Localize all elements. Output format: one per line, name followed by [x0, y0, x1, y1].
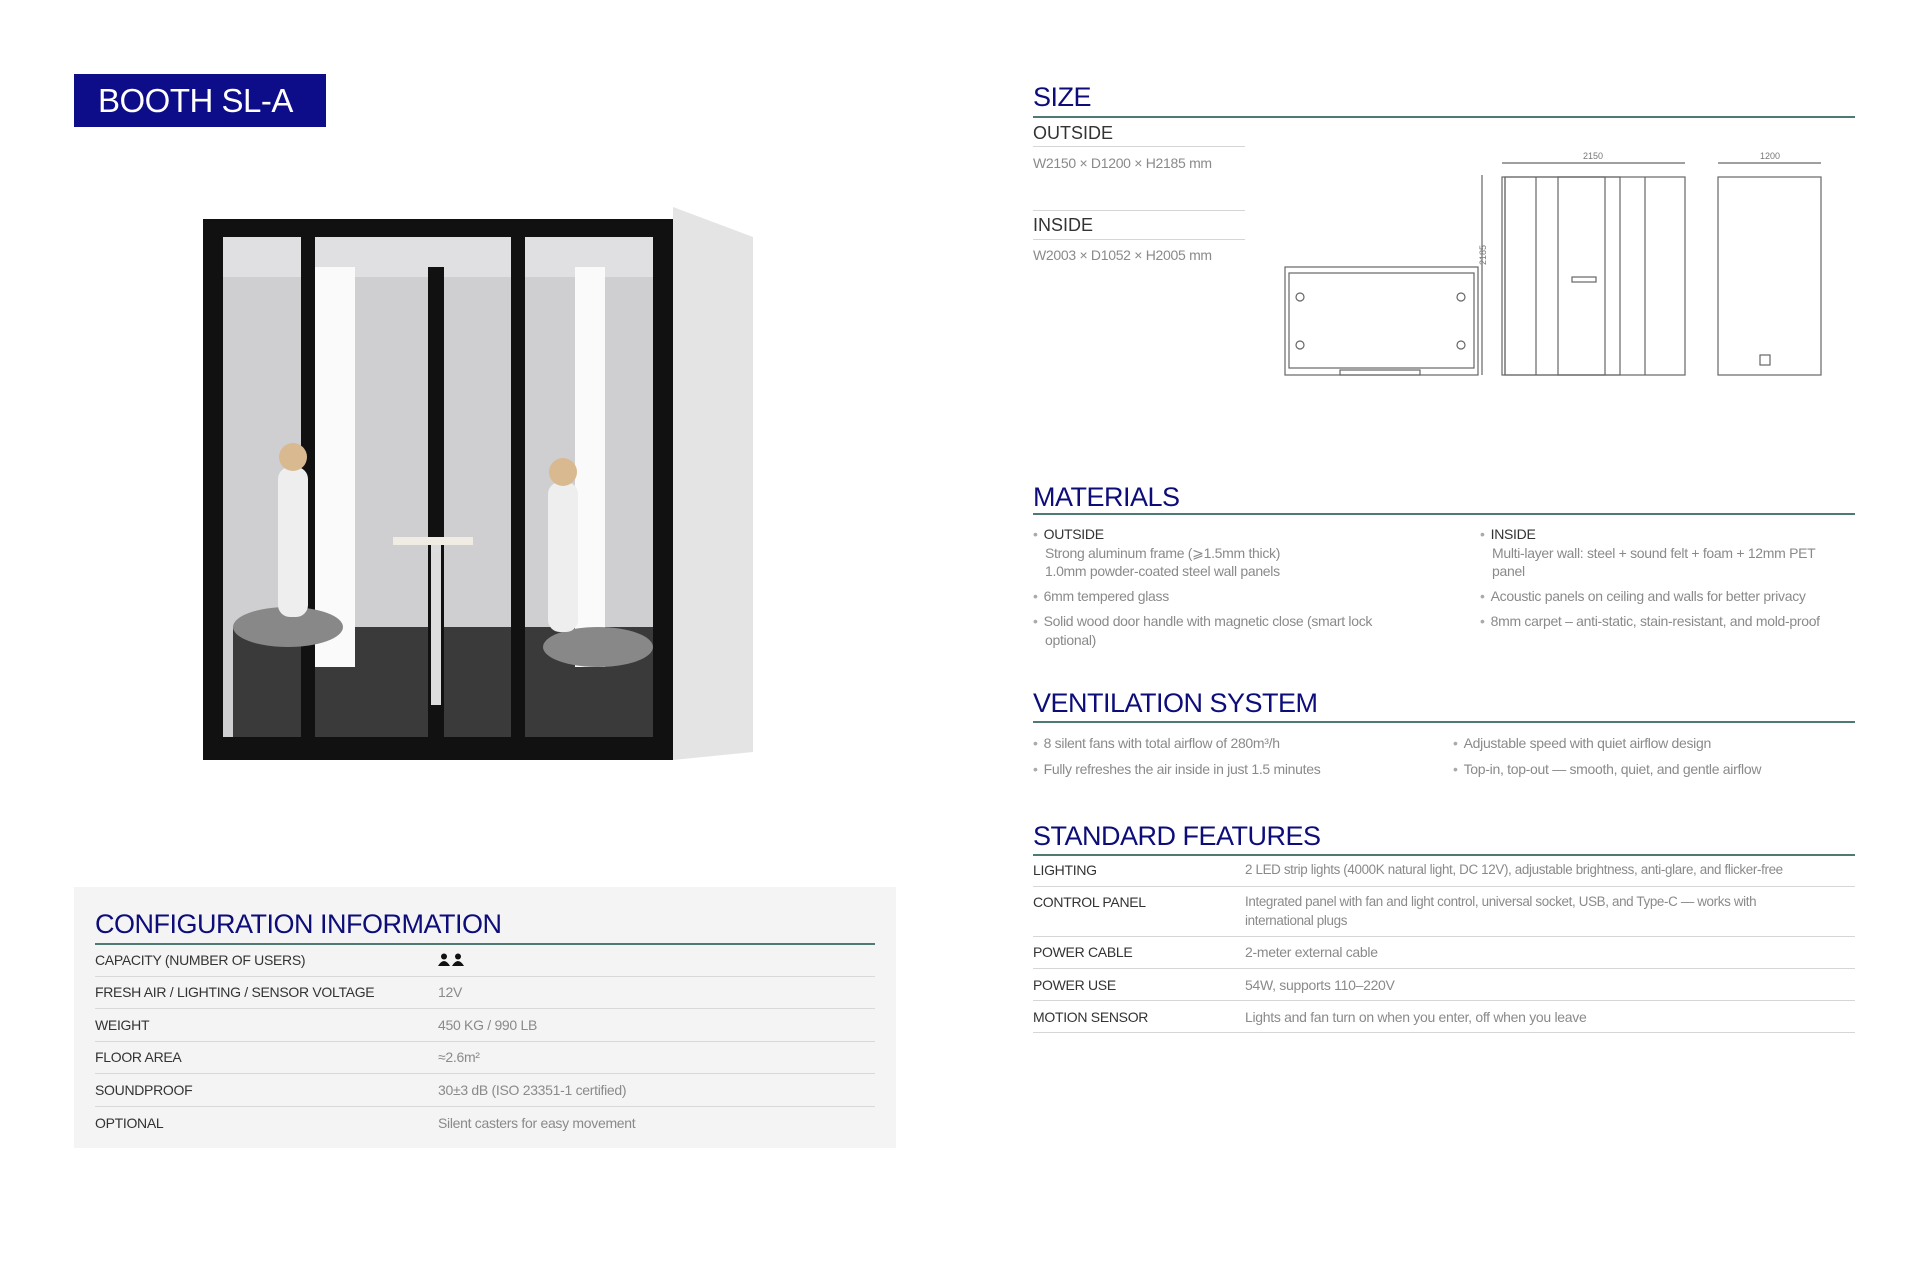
- config-row: [95, 1107, 875, 1140]
- config-label: SOUNDPROOF: [95, 1081, 193, 1098]
- divider: [1033, 210, 1245, 211]
- product-title: BOOTH SL-A: [74, 74, 326, 127]
- material-item: optional): [1045, 631, 1097, 648]
- feature-value: 2 LED strip lights (4000K natural light, DC 12V), adjustable brightness, anti-glare, and flicker-free: [1245, 862, 1783, 877]
- config-label: OPTIONAL: [95, 1114, 164, 1131]
- technical-drawings: [1280, 145, 1840, 385]
- config-table: [95, 944, 875, 1139]
- outside-label: OUTSIDE: [1033, 123, 1114, 143]
- config-value: 30±3 dB (ISO 23351-1 certified): [438, 1081, 627, 1098]
- divider: [1033, 116, 1855, 118]
- config-row: [95, 1074, 875, 1107]
- users-icon: [438, 953, 468, 967]
- materials-inside: • INSIDE Multi-layer wall: steel + sound felt + foam + 12mm PET panel • Acoustic panels on ceiling and walls for better privacy • 8mm carpet – anti-static, stain-resistant, and mold-proof: [1480, 526, 1820, 629]
- feature-value: 2-meter external cable: [1245, 944, 1378, 960]
- feature-row: [1033, 937, 1855, 969]
- feature-label: POWER CABLE: [1033, 944, 1133, 960]
- ventilation-item: • Top-in, top-out — smooth, quiet, and gentle airflow: [1453, 761, 1762, 777]
- config-label: WEIGHT: [95, 1016, 150, 1033]
- material-item: Multi-layer wall: steel + sound felt + foam + 12mm PET: [1492, 544, 1816, 561]
- feature-row: [1033, 887, 1855, 937]
- ventilation-item: • Adjustable speed with quiet airflow design: [1453, 735, 1711, 751]
- feature-row: [1033, 1001, 1855, 1033]
- feature-row: [1033, 862, 1855, 887]
- feature-value: Lights and fan turn on when you enter, off when you leave: [1245, 1009, 1587, 1025]
- config-value: 450 KG / 990 LB: [438, 1016, 538, 1033]
- config-row: [95, 1042, 875, 1075]
- material-item: Acoustic panels on ceiling and walls for better privacy: [1490, 587, 1806, 604]
- feature-label: CONTROL PANEL: [1033, 894, 1146, 910]
- inside-label: INSIDE: [1033, 215, 1094, 235]
- config-label: FLOOR AREA: [95, 1049, 182, 1066]
- features-heading: STANDARD FEATURES: [1033, 821, 1321, 851]
- configuration-panel: [74, 887, 896, 1148]
- booth-photo: [203, 207, 753, 760]
- material-item: Strong aluminum frame (⩾1.5mm thick): [1045, 544, 1281, 561]
- config-heading: CONFIGURATION INFORMATION: [95, 909, 502, 939]
- ventilation-item: • 8 silent fans with total airflow of 280m³/h: [1033, 735, 1280, 751]
- divider: [1033, 513, 1855, 515]
- material-item: 8mm carpet – anti-static, stain-resistant, and mold-proof: [1490, 613, 1820, 629]
- ventilation-item: • Fully refreshes the air inside in just 1.5 minutes: [1033, 761, 1321, 777]
- height-dimension: 2185: [1478, 244, 1488, 265]
- divider: [1033, 146, 1245, 147]
- feature-label: LIGHTING: [1033, 862, 1097, 878]
- feature-label: MOTION SENSOR: [1033, 1009, 1149, 1025]
- feature-value: Integrated panel with fan and light control, universal socket, USB, and Type-C — works with: [1245, 894, 1757, 909]
- outside-dimensions: W2150 × D1200 × H2185 mm: [1033, 155, 1212, 171]
- config-row: [95, 1009, 875, 1042]
- config-value: Silent casters for easy movement: [438, 1114, 636, 1131]
- materials-heading: MATERIALS: [1033, 482, 1180, 512]
- divider: [1033, 721, 1855, 723]
- material-item: Solid wood door handle with magnetic close (smart lock: [1043, 613, 1373, 629]
- config-label: FRESH AIR / LIGHTING / SENSOR VOLTAGE: [95, 984, 375, 1001]
- width-dimension: 2150: [1582, 151, 1604, 161]
- config-row: [95, 944, 875, 977]
- divider: [1033, 239, 1245, 240]
- feature-row: [1033, 969, 1855, 1001]
- config-value: ≈2.6m²: [438, 1049, 480, 1066]
- size-heading: SIZE: [1033, 82, 1092, 112]
- feature-value: international plugs: [1245, 912, 1348, 928]
- config-value: 12V: [438, 984, 463, 1001]
- feature-label: POWER USE: [1033, 977, 1116, 993]
- material-item: 1.0mm powder-coated steel wall panels: [1045, 563, 1280, 579]
- material-item: panel: [1492, 563, 1525, 579]
- materials-outside: • OUTSIDE Strong aluminum frame (⩾1.5mm thick) 1.0mm powder-coated steel wall panels • 6mm tempered glass • Solid wood door handle with magnetic close (smart lock optional): [1033, 526, 1373, 648]
- inside-dimensions: W2003 × D1052 × H2005 mm: [1033, 247, 1212, 263]
- config-row: [95, 977, 875, 1010]
- feature-value: 54W, supports 110–220V: [1245, 977, 1395, 993]
- features-table: [1033, 862, 1855, 1033]
- depth-dimension: 1200: [1759, 151, 1781, 161]
- config-label: CAPACITY (NUMBER OF USERS): [95, 951, 306, 968]
- inside-label: INSIDE: [1490, 526, 1536, 542]
- material-item: 6mm tempered glass: [1043, 587, 1169, 604]
- outside-label: OUTSIDE: [1043, 526, 1104, 542]
- ventilation-heading: VENTILATION SYSTEM: [1033, 688, 1318, 718]
- divider: [1033, 854, 1855, 856]
